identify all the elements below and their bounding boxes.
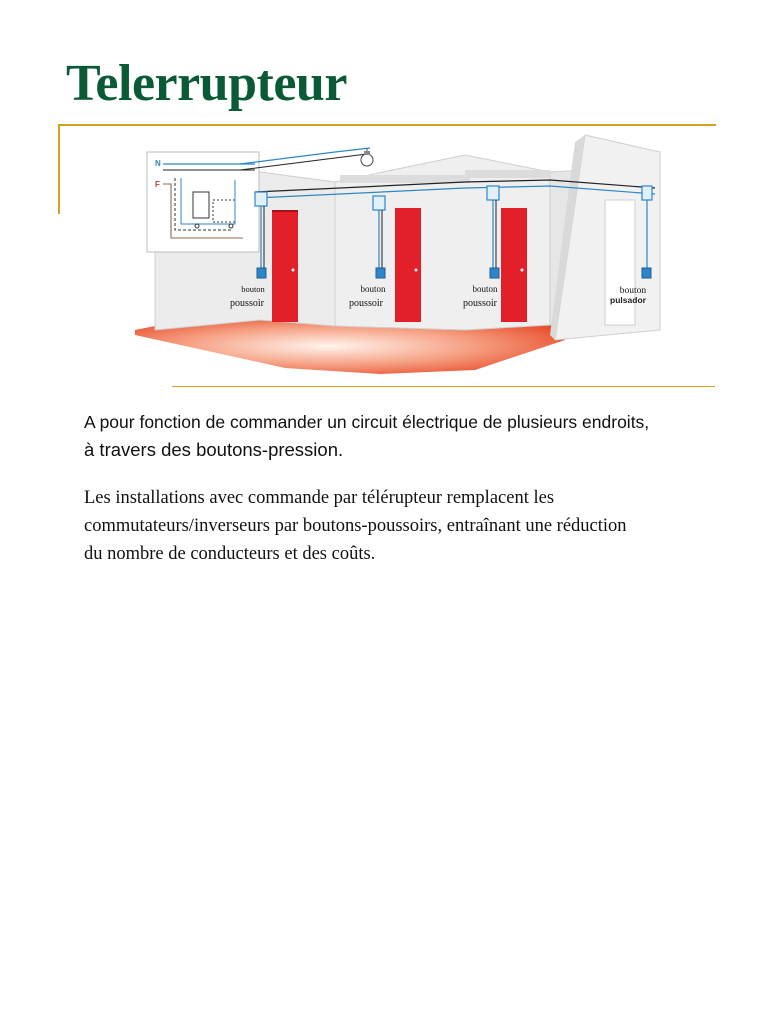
button-label-2-line1: bouton	[360, 284, 386, 294]
door-1	[272, 210, 298, 322]
wiring-illustration	[135, 130, 665, 378]
button-label-4-line2: pulsador	[610, 295, 646, 305]
push-button-3	[490, 268, 499, 278]
button-label-3-line2: poussoir	[463, 298, 497, 309]
neutral-label: N	[155, 159, 161, 168]
ceiling-lamp	[361, 148, 373, 166]
button-label-2-line2: poussoir	[349, 298, 383, 309]
installation-line-2: commutateurs/inverseurs par boutons-poussoirs, entraînant une réduction	[84, 516, 627, 536]
button-label-1-line2: poussoir	[230, 298, 264, 309]
right-doorway	[605, 200, 635, 325]
installation-paragraph	[84, 484, 704, 568]
wiring-diagram-panel	[147, 152, 259, 252]
installation-line-1: Les installations avec commande par télérupteur remplacent les	[84, 488, 555, 508]
page-title: Telerrupteur	[66, 55, 347, 112]
left-accent-rule	[58, 124, 60, 214]
function-paragraph	[84, 408, 724, 464]
button-label-1-line1: bouton	[241, 284, 265, 294]
door-2	[395, 208, 421, 322]
button-label-3-line1: bouton	[472, 284, 498, 294]
figure-divider	[172, 386, 715, 387]
function-line-1: A pour fonction de commander un circuit électrique de plusieurs endroits,	[84, 412, 650, 432]
door-3	[501, 208, 527, 322]
title-divider	[58, 124, 716, 126]
button-label-4-line1: bouton	[619, 286, 647, 296]
installation-line-3: du nombre de conducteurs et des coûts.	[84, 544, 376, 564]
function-line-2: à travers des boutons-pression.	[84, 439, 344, 460]
push-button-4	[642, 268, 651, 278]
phase-label: F	[155, 180, 160, 189]
push-button-1	[257, 268, 266, 278]
push-button-2	[376, 268, 385, 278]
